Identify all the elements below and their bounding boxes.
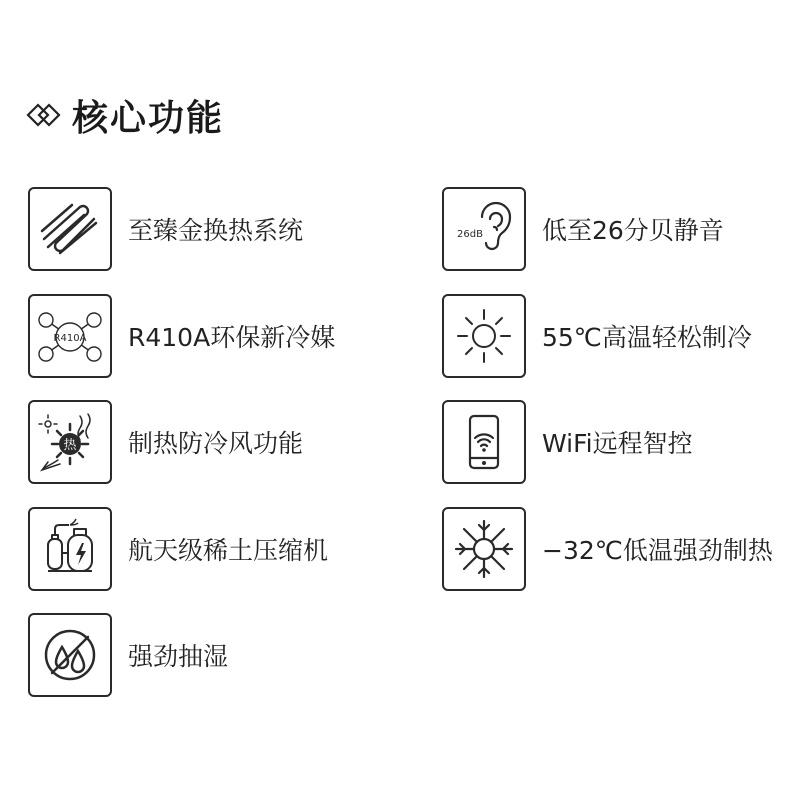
feature-icon-box (442, 400, 526, 484)
feature-refrigerant (28, 294, 335, 378)
dehumidify-icon (34, 619, 106, 691)
feature-label: −32℃低温强劲制热 (542, 536, 773, 565)
feature-icon-box (28, 294, 112, 378)
feature-dehumidify (28, 613, 228, 697)
feature-icon-box (442, 507, 526, 591)
feature-label: 至臻金换热系统 (128, 216, 304, 245)
feature-label: R410A环保新冷媒 (128, 323, 336, 352)
feature-icon-box (28, 613, 112, 697)
compressor-icon (34, 513, 106, 585)
refrigerant-icon-text: R410A (53, 333, 87, 344)
sun-icon (448, 300, 520, 372)
feature-label: 低至26分贝静音 (542, 216, 724, 245)
snowflake-icon (448, 513, 520, 585)
ear-quiet-icon (448, 193, 520, 265)
heat-exchanger-coil-icon (34, 193, 106, 265)
feature-anti-cold-wind (28, 400, 303, 484)
feature-label: 航天级稀土压缩机 (128, 536, 329, 565)
heating-icon-text: 热 (63, 438, 77, 453)
feature-icon-box (28, 187, 112, 271)
heating-anti-cold-wind-icon (34, 406, 106, 478)
feature-label: WiFi远程智控 (542, 429, 693, 458)
diamond-outline-icon (26, 103, 62, 127)
section-heading (26, 90, 224, 140)
feature-icon-box (442, 294, 526, 378)
feature-high-temp-cooling (442, 294, 752, 378)
feature-compressor (28, 507, 328, 591)
feature-icon-box (28, 507, 112, 591)
phone-wifi-icon (448, 406, 520, 478)
feature-low-temp-heating (442, 507, 773, 591)
feature-label: 55℃高温轻松制冷 (542, 323, 752, 352)
section-title: 核心功能 (72, 97, 225, 139)
feature-icon-box (28, 400, 112, 484)
feature-wifi-control (442, 400, 693, 484)
feature-heat-exchanger (28, 187, 303, 271)
feature-label: 强劲抽湿 (128, 642, 229, 671)
feature-icon-box (442, 187, 526, 271)
feature-quiet (442, 187, 724, 271)
quiet-icon-text: 26dB (457, 229, 483, 240)
refrigerant-icon (34, 300, 106, 372)
feature-label: 制热防冷风功能 (128, 429, 304, 458)
